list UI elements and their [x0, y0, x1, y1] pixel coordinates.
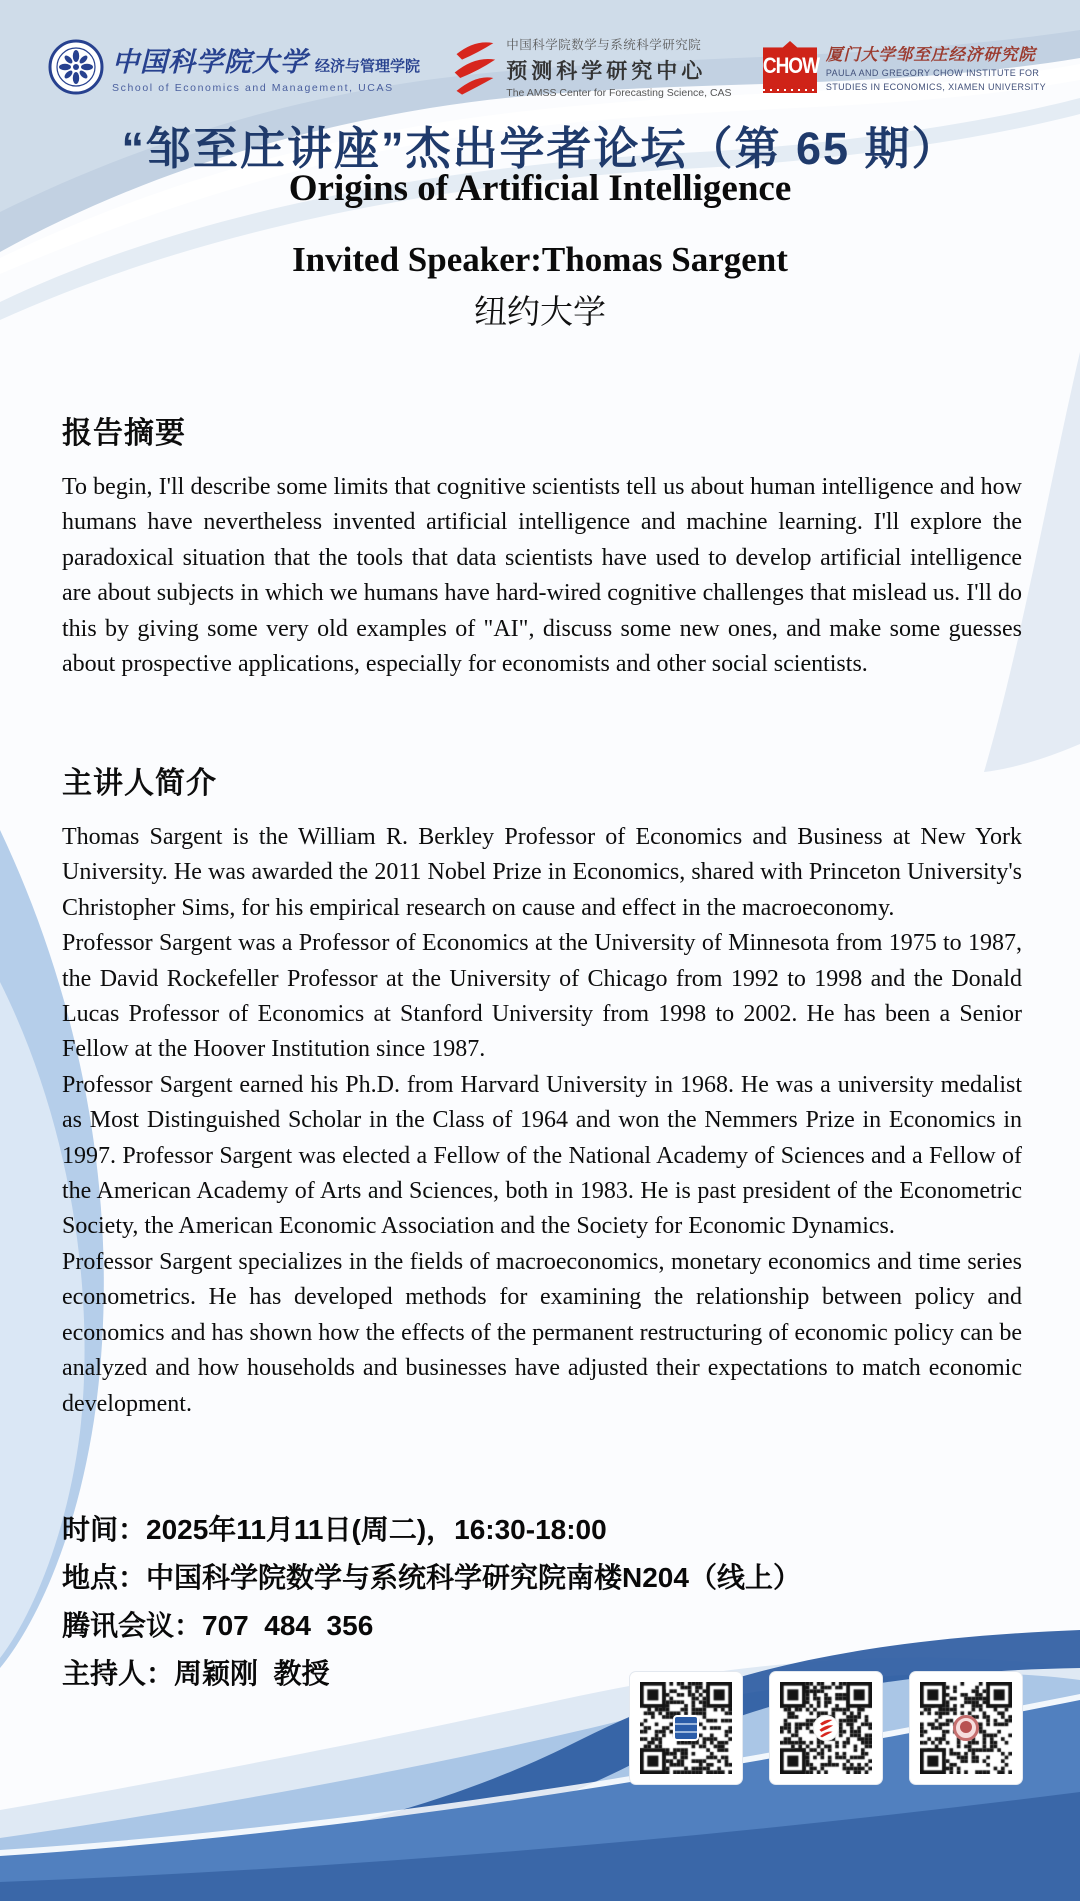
ucas-emblem-icon — [48, 39, 104, 95]
amss-logo-icon — [451, 37, 497, 97]
bio-section — [62, 758, 1022, 1422]
logo-ucas-sem — [48, 39, 420, 95]
amss-center-en: The AMSS Center for Forecasting Science, CAS — [506, 87, 732, 99]
abstract-heading: 报告摘要 — [62, 417, 186, 450]
qr-center-seal-logo — [953, 1715, 979, 1741]
amss-mini-logo-icon — [818, 1718, 834, 1738]
speaker-affiliation: 纽约大学 — [474, 295, 606, 331]
event-time: 时间：2025年11月11日(周二)，16:30-18:00 — [62, 1514, 607, 1545]
invited-speaker: Invited Speaker:Thomas Sargent — [292, 240, 788, 279]
bio-paragraph-1: Thomas Sargent is the William R. Berkley Professor of Economics and Business at New York University. He was awarded the 2011 Nobel Prize in Economics, shared with Princeton University's Christopher Sims, for his empirical research on cause and effect in the macroeconomy. — [62, 824, 1022, 921]
bio-paragraph-4: Professor Sargent specializes in the fields of macroeconomics, monetary economics and time series econometrics. He has developed methods for examining the relationship between policy and economics and has shown how the effects of the permanent restructuring of economic policy can be analyzed and how households and businesses have adjusted their expectations to match economic development. — [62, 1248, 1022, 1417]
qr-center-red-logo — [813, 1715, 839, 1741]
qr-center-blue-logo — [673, 1715, 699, 1741]
qr-code-chow — [910, 1672, 1022, 1784]
chow-emblem-icon — [763, 41, 817, 93]
amss-center-zh: 预测科学研究中心 — [506, 60, 707, 83]
ucas-name-en: School of Economics and Management, UCAS — [112, 82, 394, 94]
amss-org-zh: 中国科学院数学与系统科学研究院 — [506, 38, 702, 52]
event-details — [62, 1506, 801, 1698]
chow-name-en-line2: STUDIES IN ECONOMICS, XIAMEN UNIVERSITY — [825, 82, 1046, 92]
header-logos — [48, 24, 1046, 110]
abstract-body: To begin, I'll describe some limits that cognitive scientists tell us about human intelligence and how humans have nevertheless invented artificial intelligence and machine learning. I'll explore the paradoxical situation that the tools that data scientists have used to develop artificial intelligence are about subjects in which we humans have hard-wired cognitive challenges that mislead us. I'll do this by giving some very old examples of "AI", discuss some new ones, and make some guesses about prospective applications, especially for economists and other social scientists. — [62, 474, 1022, 678]
series-title: “邹至庄讲座”杰出学者论坛（第 65 期） — [121, 123, 959, 174]
chow-name-en-line1: PAULA AND GREGORY CHOW INSTITUTE FOR — [825, 68, 1040, 78]
bio-paragraph-3: Professor Sargent earned his Ph.D. from Harvard University in 1968. He was a university medalist as Most Distinguished Scholar in the Class of 1964 and won the Nemmers Prize in Economics in 1997. Professor Sargent was elected a Fellow of the National Academy of Sciences and a Fellow of the American Academy of Arts and Sciences, both in 1983. He is past president of the Econometric Society, the American Economic Association and the Society for Economic Dynamics. — [62, 1071, 1022, 1240]
logo-amss-forecasting-center — [451, 35, 731, 99]
chow-emblem-text: CHOW — [763, 47, 817, 86]
ucas-name-zh: 中国科学院大学 — [112, 47, 308, 77]
qr-code-row — [630, 1672, 1022, 1784]
abstract-section — [62, 408, 1022, 682]
chow-base-shape — [763, 86, 817, 93]
talk-title: Origins of Artificial Intelligence — [288, 168, 792, 209]
ucas-school-zh: 经济与管理学院 — [315, 58, 421, 75]
seal-inner-dot — [960, 1721, 972, 1733]
event-host: 主持人：周颖刚 教授 — [62, 1658, 330, 1689]
bio-paragraph-2: Professor Sargent was a Professor of Economics at the University of Minnesota from 1975 to 1987, the David Rockefeller Professor at the University of Chicago from 1992 to 1998 and the Donald Lucas Professor of Economics at Stanford University from 1998 to 2002. He has been a Senior Fellow at the Hoover Institution since 1987. — [62, 930, 1022, 1063]
bio-heading: 主讲人简介 — [62, 767, 217, 800]
event-meeting-id: 腾讯会议：707 484 356 — [62, 1610, 374, 1641]
qr-code-amss — [770, 1672, 882, 1784]
event-location: 地点：中国科学院数学与系统科学研究院南楼N204（线上） — [62, 1562, 801, 1593]
logo-chow-institute — [763, 41, 1046, 93]
qr-code-sem — [630, 1672, 742, 1784]
chow-name-zh: 厦门大学邹至庄经济研究院 — [825, 45, 1036, 64]
